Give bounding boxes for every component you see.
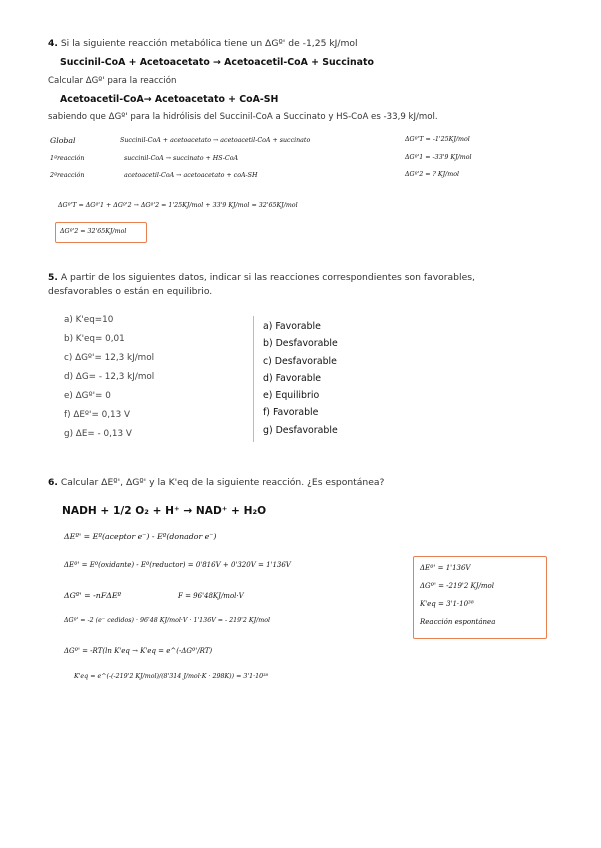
q6-result: Reacción espontánea xyxy=(420,618,496,626)
q4-row-label: 1ªreacción xyxy=(50,155,85,162)
q5-prompt-line1: A partir de los siguientes datos, indicar si las reacciones correspondientes son favorables, xyxy=(60,272,475,283)
q5-data-item: f) ΔEº'= 0,13 V xyxy=(64,410,131,420)
q4-reaction-target: Acetoacetil-CoA→ Acetoacetato + CoA-SH xyxy=(60,94,279,105)
q6-work-line: ΔGº' = -2 (e⁻ cedidos) · 96'48 KJ/mol·V · 1'136V = - 219'2 KJ/mol xyxy=(64,617,271,624)
q5-data-item: c) ΔGº'= 12,3 kJ/mol xyxy=(64,353,155,363)
q5-data-item: g) ΔE= - 0,13 V xyxy=(64,429,132,439)
q5-data-item: b) K'eq= 0,01 xyxy=(64,334,125,344)
q4-calc-prompt: Calcular ΔGº' para la reacción xyxy=(48,76,177,86)
q4-row-reaction: Succinil-CoA + acetoacetato → acetoacetil-CoA + succinato xyxy=(120,137,311,144)
q4-reaction-global: Succinil-CoA + Acetoacetato → Acetoacetil-CoA + Succinato xyxy=(60,57,374,68)
q4-answer: ΔGº'2 = 32'65KJ/mol xyxy=(60,228,127,235)
q4-row-reaction: acetoacetil-CoA → acetoacetato + coA-SH xyxy=(124,172,258,179)
q6-result: ΔGº' = -219'2 KJ/mol xyxy=(420,582,494,590)
q5-data-item: e) ΔGº'= 0 xyxy=(64,391,111,401)
q6-prompt-text: Calcular ΔEº', ΔGº' y la K'eq de la siguiente reacción. ¿Es espontánea? xyxy=(60,477,385,488)
q4-calc-line: ΔGº'T = ΔGº'1 + ΔGº'2 → ΔGº'2 = 1'25KJ/mol + 33'9 KJ/mol = 32'65KJ/mol xyxy=(58,202,298,209)
q4-prompt xyxy=(48,38,358,49)
q6-work-line: ΔGº' = -RT(ln K'eq → K'eq = e^(-ΔGº'/RT) xyxy=(64,647,213,655)
q6-work-line: ΔGº' = -nFΔEº xyxy=(64,591,122,600)
q5-divider xyxy=(253,316,254,442)
q6-result: ΔEº' = 1'136V xyxy=(420,564,471,572)
q5-data-item: a) K'eq=10 xyxy=(64,315,114,325)
q5-answer-item: c) Desfavorable xyxy=(263,356,337,367)
q4-row-dg: ΔGº'T = -1'25KJ/mol xyxy=(405,136,470,143)
q4-number: 4. xyxy=(48,38,58,49)
q4-row-dg: ΔGº'2 = ? KJ/mol xyxy=(405,171,460,178)
q5-answer-item: a) Favorable xyxy=(263,321,321,332)
q6-prompt xyxy=(48,477,384,488)
q4-row-reaction: succinil-CoA → succinato + HS-CoA xyxy=(124,155,239,162)
q5-answer-item: d) Favorable xyxy=(263,373,322,384)
q5-prompt-line2: desfavorables o están en equilibrio. xyxy=(48,286,213,297)
q5-answer-item: e) Equilibrio xyxy=(263,390,320,401)
q5-answer-item: g) Desfavorable xyxy=(263,425,338,436)
q4-prompt-text: Si la siguiente reacción metabólica tiene un ΔGº' de -1,25 kJ/mol xyxy=(60,38,358,49)
q5-answer-item: b) Desfavorable xyxy=(263,338,338,349)
q6-result: K'eq = 3'1·10³⁸ xyxy=(420,600,474,608)
q6-work-line: K'eq = e^(-(-219'2 KJ/mol)/(8'314 J/mol·K · 298K)) = 3'1·10³⁸ xyxy=(74,673,269,680)
q4-given: sabiendo que ΔGº' para la hidrólisis del Succinil-CoA a Succinato y HS-CoA es -33,9 kJ/mol. xyxy=(48,112,438,122)
q5-number: 5. xyxy=(48,272,58,283)
q6-work-line: ΔEº' = Eº(oxidante) - Eº(reductor) = 0'816V + 0'320V = 1'136V xyxy=(64,561,291,569)
q6-reaction: NADH + 1/2 O₂ + H⁺ → NAD⁺ + H₂O xyxy=(62,505,267,517)
q4-row-dg: ΔGº'1 = -33'9 KJ/mol xyxy=(405,154,472,161)
q4-row-label: 2ªreacción xyxy=(50,172,85,179)
q6-work-line: ΔEº' = Eº(aceptor e⁻) - Eº(donador e⁻) xyxy=(64,532,217,541)
q4-row-label: Global xyxy=(50,136,76,145)
q5-data-item: d) ΔG= - 12,3 kJ/mol xyxy=(64,372,155,382)
q6-work-line: F = 96'48KJ/mol·V xyxy=(178,592,244,600)
q5-prompt xyxy=(48,272,475,283)
q6-number: 6. xyxy=(48,477,58,488)
q5-answer-item: f) Favorable xyxy=(263,407,319,418)
